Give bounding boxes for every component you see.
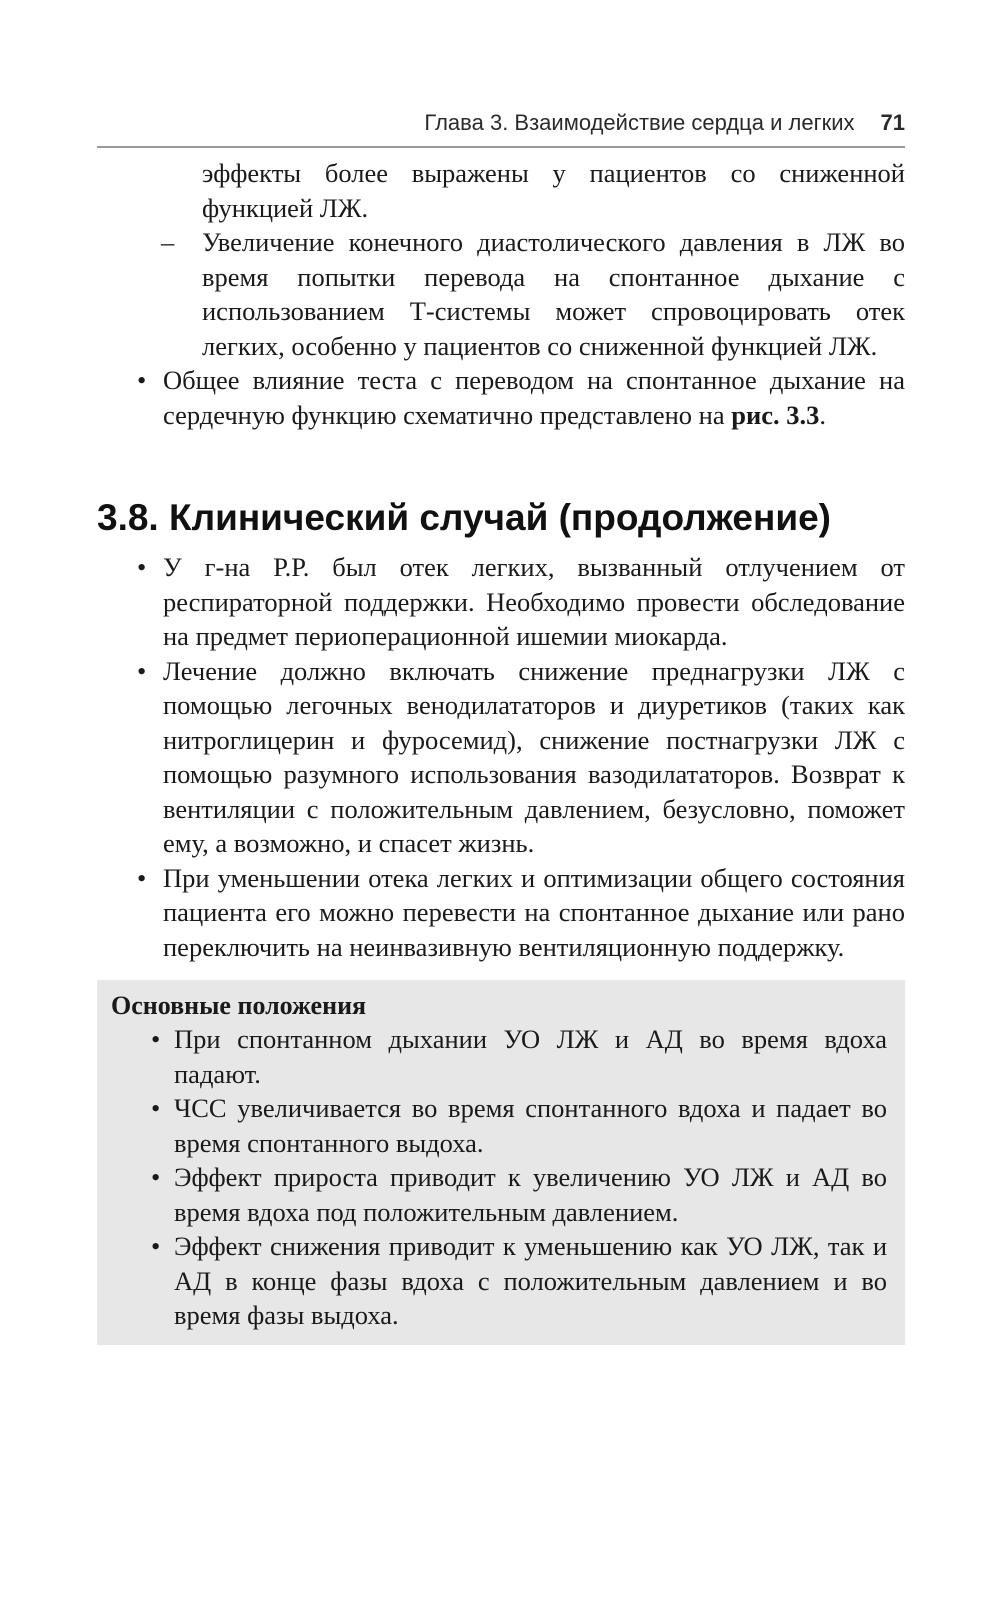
chapter-title: Глава 3. Взаимодействие сердца и легких: [424, 110, 855, 135]
bullet-marker: •: [137, 552, 147, 582]
key-point-text: При спонтанном дыхании УО ЛЖ и АД во время вдоха падают.: [174, 1024, 887, 1089]
bullet-item-text: Общее влияние теста с переводом на спонтанное дыхание на сердечную функцию схематично представлено на: [163, 365, 905, 430]
dash-item-text: Увеличение конечного диастолического давления в ЛЖ во время попытки перевода на спонтанное дыхание с использованием Т-системы может спровоцировать отек легких, особенно у пациентов со сниженной функцией ЛЖ.: [202, 227, 905, 361]
section-body: [97, 550, 905, 964]
bullet-list-item: [97, 363, 905, 432]
top-text-block: [97, 156, 905, 432]
bullet-list-item: [97, 654, 905, 861]
bullet-marker: •: [137, 655, 147, 686]
continuation-paragraph: эффекты более выражены у пациентов со сниженной функцией ЛЖ.: [202, 158, 905, 223]
dash-list-item: [97, 225, 905, 363]
bullet-item-tail: .: [819, 399, 827, 430]
section-heading: 3.8. Клинический случай (продолжение): [97, 497, 831, 538]
key-point-text: ЧСС увеличивается во время спонтанного вдоха и падает во время спонтанного выдоха.: [174, 1093, 887, 1158]
running-header: [97, 110, 905, 148]
bullet-list-item: [97, 861, 905, 965]
key-point-item: [111, 1160, 887, 1229]
key-point-text: Эффект прироста приводит к увеличению УО ЛЖ и АД во время вдоха под положительным давлением.: [174, 1162, 887, 1227]
bullet-marker: •: [151, 1162, 161, 1192]
page-number: 71: [880, 110, 905, 135]
bullet-list-item: [97, 550, 905, 654]
figure-reference: рис. 3.3: [731, 399, 820, 430]
bullet-marker: •: [151, 1093, 161, 1123]
bullet-item-text: При уменьшении отека легких и оптимизации общего состояния пациента его можно перевести на спонтанное дыхание или рано переключить на неинвазивную вентиляционную поддержку.: [163, 862, 905, 962]
bullet-marker: •: [151, 1231, 161, 1261]
dash-marker: –: [161, 227, 175, 257]
bullet-marker: •: [151, 1024, 161, 1054]
bullet-item-text: Лечение должно включать снижение преднагрузки ЛЖ с помощью легочных венодилататоров и диуретиков (таких как нитроглицерин и фуросемид), снижение постнагрузки ЛЖ с помощью разумного использования вазодилататоров. Возврат к вентиляции с положительным давлением, безусловно, поможет ему, а возможно, и спасет жизнь.: [163, 655, 905, 858]
key-point-item: [111, 1022, 887, 1091]
key-point-item: [111, 1091, 887, 1160]
book-page: [97, 110, 905, 1345]
key-point-text: Эффект снижения приводит к уменьшению как УО ЛЖ, так и АД в конце фазы вдоха с положительным давлением и во время фазы выдоха.: [174, 1231, 887, 1330]
key-points-title: Основные положения: [111, 991, 367, 1020]
key-point-item: [111, 1229, 887, 1333]
key-points-list: [111, 1022, 887, 1333]
key-points-box: [97, 980, 905, 1345]
bullet-marker: •: [137, 365, 147, 395]
bullet-marker: •: [137, 862, 147, 893]
bullet-item-text: У г-на Р.Р. был отек легких, вызванный отлучением от респираторной поддержки. Необходимо провести обследование на предмет периоперационной ишемии миокарда.: [163, 552, 905, 651]
